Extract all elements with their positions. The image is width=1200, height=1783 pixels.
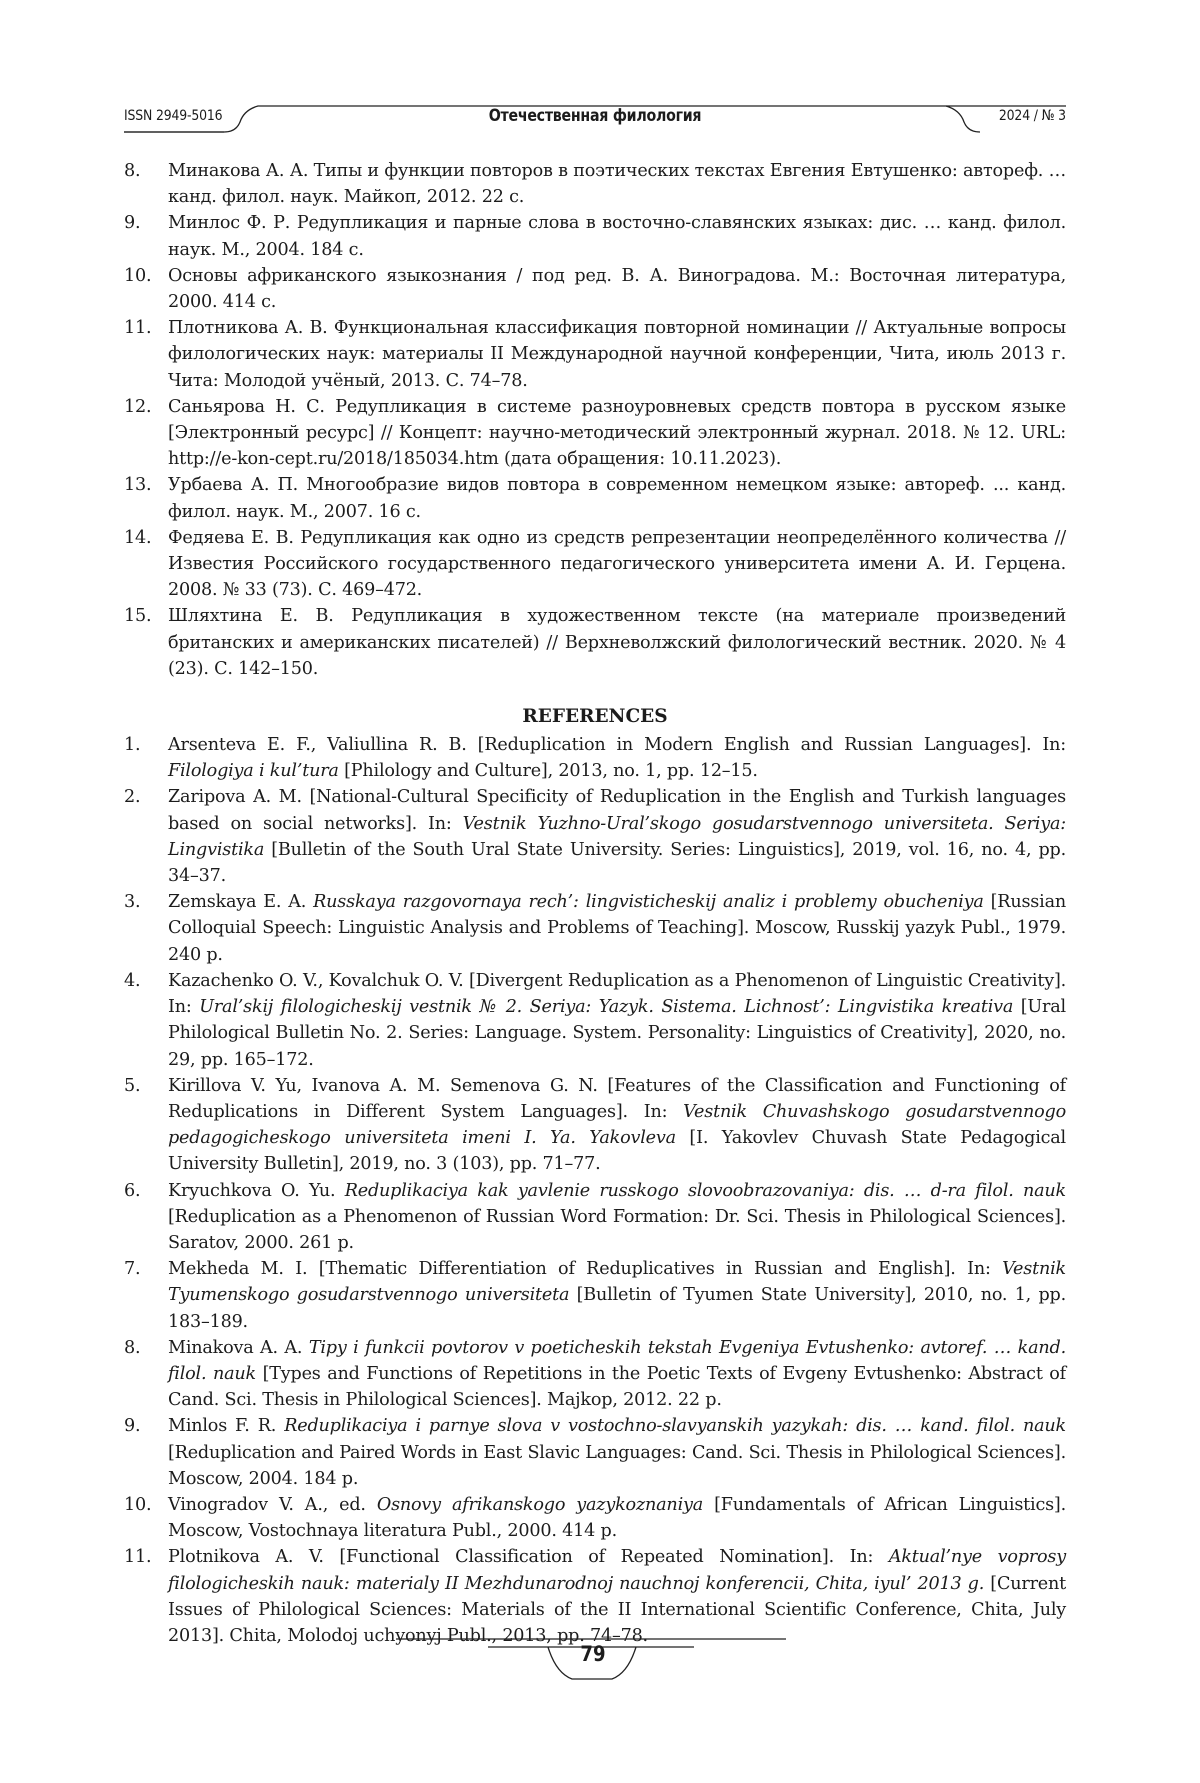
reference-text: Kirillova V. Yu, Ivanova A. M. Semenova G. N. [Features of the Classification and Functioning of Reduplications in Different System Languages]. In: Vestnik Chuvashskogo gosudarstvennogo pedagogicheskogo universiteta imeni I. Ya. Yakovleva [I. Yakovlev Chuvash State Pedagogical University Bulletin], 2019, no. 3 (103), pp. 71–77.	[168, 1075, 1066, 1175]
issue-number: 2024 / № 3	[998, 108, 1066, 124]
reference-list-english	[124, 732, 1066, 1649]
reference-number: 4.	[124, 970, 141, 991]
reference-text: Плотникова А. В. Функциональная классификация повторной номинации // Актуальные вопросы филологических наук: материалы II Международной научной конференции, Чита, июль 2013 г. Чита: Молодой учёный, 2013. С. 74–78.	[168, 318, 1066, 391]
reference-item-en	[124, 889, 1066, 968]
reference-item-en	[124, 1256, 1066, 1335]
reference-item-en	[124, 968, 1066, 1073]
reference-number: 11.	[124, 1547, 152, 1568]
reference-text: Zemskaya E. A. Russkaya razgovornaya rech’: lingvisticheskij analiz i problemy obucheniya [Russian Colloquial Speech: Linguistic Analysis and Problems of Teaching]. Moscow, Russkij yazyk Publ., 1979. 240 p.	[168, 892, 1066, 965]
reference-number: 9.	[124, 213, 141, 234]
reference-item-en	[124, 1413, 1066, 1492]
reference-number: 8.	[124, 1337, 141, 1358]
reference-text: Arsenteva E. F., Valiullina R. B. [Reduplication in Modern English and Russian Languages]. In: Filologiya i kul’tura [Philology and Culture], 2013, no. 1, pp. 12–15.	[168, 735, 1066, 782]
reference-text: Mekheda M. I. [Thematic Differentiation of Reduplicatives in Russian and English]. In: Vestnik Tyumenskogo gosudarstvennogo universiteta [Bulletin of Tyumen State University], 2010, no. 1, pp. 183–189.	[168, 1259, 1066, 1332]
reference-number: 11.	[124, 318, 152, 339]
reference-item-en	[124, 1335, 1066, 1414]
reference-item-ru	[124, 394, 1066, 473]
reference-item-en	[124, 1073, 1066, 1178]
references-heading: REFERENCES	[522, 706, 668, 728]
reference-text: Саньярова Н. С. Редупликация в системе разноуровневых средств повтора в русском языке [Электронный ресурс] // Концепт: научно-методический электронный журнал. 2018. № 12. URL: http://e-kon-cept.ru/2018/185034.htm (дата обращения: 10.11.2023).	[168, 396, 1066, 470]
reference-item-ru	[124, 158, 1066, 210]
running-header	[124, 96, 1066, 144]
reference-item-ru	[124, 210, 1066, 262]
reference-text: Minlos F. R. Reduplikaciya i parnye slova v vostochno-slavyanskih yazykah: dis. … kand. filol. nauk [Reduplication and Paired Words in East Slavic Languages: Cand. Sci. Thesis in Philological Sciences]. Moscow, 2004. 184 p.	[168, 1416, 1066, 1489]
reference-number: 10.	[124, 1494, 152, 1515]
reference-item-ru	[124, 525, 1066, 604]
reference-item-en	[124, 1178, 1066, 1257]
reference-item-ru	[124, 315, 1066, 394]
page-number: 79	[580, 1642, 606, 1666]
reference-text: Урбаева А. П. Многообразие видов повтора в современном немецком языке: автореф. ... канд. филол. наук. М., 2007. 16 с.	[168, 475, 1066, 522]
reference-text: Федяева Е. В. Редупликация как одно из средств репрезентации неопределённого количества // Известия Российского государственного педагогического университета имени А. И. Герцена. 2008. № 33 (73). С. 469–472.	[168, 527, 1066, 601]
reference-number: 2.	[124, 787, 141, 808]
reference-item-ru	[124, 603, 1066, 682]
reference-text: Minakova A. A. Tipy i funkcii povtorov v poeticheskih tekstah Evgeniya Evtushenko: avtoref. … kand. filol. nauk [Types and Functions of Repetitions in the Poetic Texts of Evgeny Evtushenko: Abstract of Cand. Sci. Thesis in Philological Sciences]. Majkop, 2012. 22 p.	[168, 1337, 1067, 1411]
reference-text: Plotnikova A. V. [Functional Classification of Repeated Nomination]. In: Aktual’nye voprosy filologicheskih nauk: materialy II Mezhdunarodnoj nauchnoj konferencii, Chita, iyul’ 2013 g. [Current Issues of Philological Sciences: Materials of the II International Scientific Conference, Chita, July 2013]. Chita, Molodoj uchyonyj Publ., 2013, pp. 74–78.	[168, 1547, 1066, 1646]
reference-number: 5.	[124, 1075, 141, 1096]
reference-number: 10.	[124, 265, 152, 286]
reference-item-en	[124, 732, 1066, 784]
reference-text: Kazachenko O. V., Kovalchuk O. V. [Divergent Reduplication as a Phenomenon of Linguistic Creativity]. In: Ural’skij filologicheskij vestnik № 2. Seriya: Yazyk. Sistema. Lichnost’: Lingvistika kreativa [Ural Philological Bulletin No. 2. Series: Language. System. Personality: Linguistics of Creativity], 2020, no. 29, pp. 165–172.	[168, 970, 1066, 1070]
reference-item-en	[124, 784, 1066, 889]
page-footer	[396, 1637, 786, 1687]
reference-text: Zaripova A. M. [National-Cultural Specificity of Reduplication in the English and Turkish languages based on social networks]. In: Vestnik Yuzhno-Ural’skogo gosudarstvennogo universiteta. Seriya: Lingvistika [Bulletin of the South Ural State University. Series: Linguistics], 2019, vol. 16, no. 4, pp. 34–37.	[168, 787, 1066, 887]
issn: ISSN 2949-5016	[124, 108, 223, 124]
reference-list-russian	[124, 158, 1066, 682]
reference-text: Минлос Ф. Р. Редупликация и парные слова в восточно-славянских языках: дис. … канд. филол. наук. М., 2004. 184 с.	[168, 213, 1066, 260]
reference-number: 14.	[124, 527, 152, 548]
reference-text: Минакова А. А. Типы и функции повторов в поэтических текстах Евгения Евтушенко: автореф. … канд. филол. наук. Майкоп, 2012. 22 с.	[168, 161, 1066, 208]
reference-item-en	[124, 1492, 1066, 1544]
reference-number: 12.	[124, 396, 152, 417]
article-body	[124, 158, 1066, 1649]
reference-item-ru	[124, 263, 1066, 315]
reference-text: Vinogradov V. A., ed. Osnovy afrikanskogo yazykoznaniya [Fundamentals of African Linguistics]. Moscow, Vostochnaya literatura Publ., 2000. 414 p.	[168, 1494, 1066, 1542]
reference-item-ru	[124, 472, 1066, 524]
journal-title: Отечественная филология	[488, 106, 702, 125]
reference-text: Основы африканского языкознания / под ред. В. А. Виноградова. М.: Восточная литература, 2000. 414 с.	[168, 265, 1066, 313]
reference-number: 15.	[124, 606, 152, 627]
reference-text: Шляхтина Е. В. Редупликация в художественном тексте (на материале произведений британских и американских писателей) // Верхневолжский филологический вестник. 2020. № 4 (23). С. 142–150.	[168, 606, 1066, 679]
reference-number: 6.	[124, 1180, 141, 1201]
reference-number: 1.	[124, 735, 141, 756]
reference-number: 3.	[124, 892, 141, 913]
reference-number: 9.	[124, 1416, 141, 1437]
reference-number: 7.	[124, 1259, 141, 1280]
reference-number: 8.	[124, 161, 141, 181]
reference-text: Kryuchkova O. Yu. Reduplikaciya kak yavlenie russkogo slovoobrazovaniya: dis. … d-ra filol. nauk [Reduplication as a Phenomenon of Russian Word Formation: Dr. Sci. Thesis in Philological Sciences]. Saratov, 2000. 261 p.	[168, 1180, 1066, 1253]
reference-number: 13.	[124, 475, 152, 496]
reference-item-en	[124, 1544, 1066, 1649]
